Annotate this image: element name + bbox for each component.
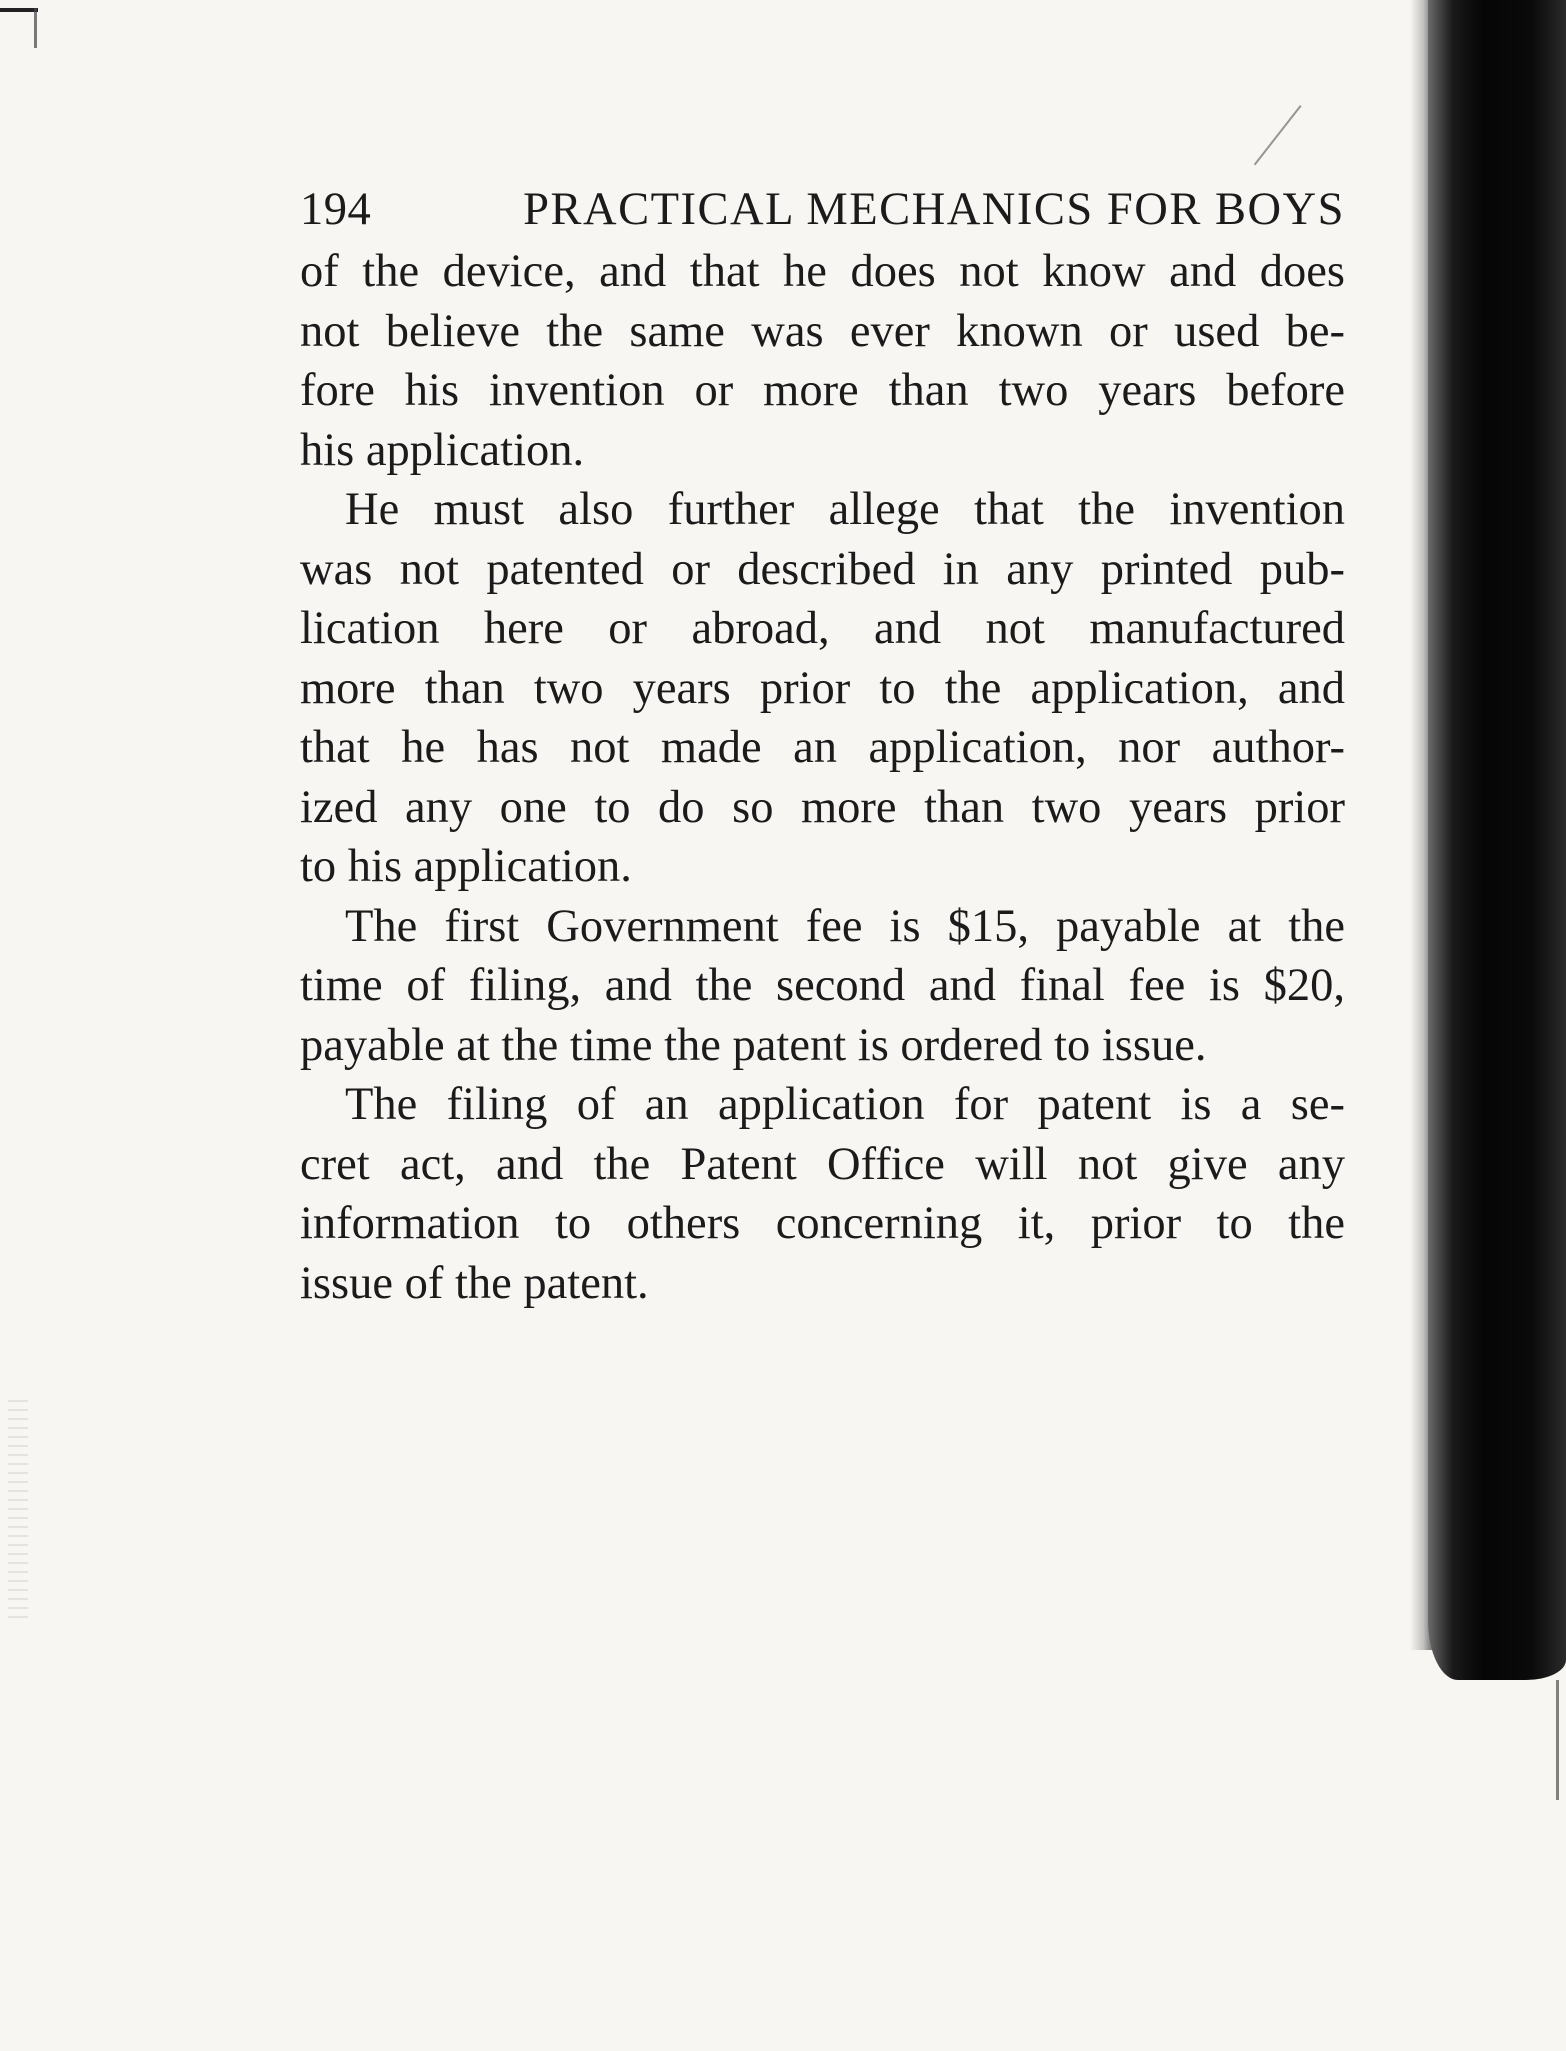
text-line: time of filing, and the second and final fee is $20, — [300, 960, 1345, 1011]
text-line: The filing of an application for patent is a se- — [345, 1079, 1345, 1130]
text-line: cret act, and the Patent Office will not give any — [300, 1138, 1345, 1190]
text-line: his application. — [300, 424, 585, 476]
scan-speckle — [8, 1400, 28, 1620]
text-line: more than two years prior to the application, and — [300, 662, 1345, 714]
text-line: He must also further allege that the invention — [345, 484, 1345, 535]
paragraph-allegation — [300, 480, 1345, 897]
text-line: information to others concerning it, prior to the — [300, 1198, 1345, 1249]
text-line: that he has not made an application, nor author- — [300, 722, 1345, 773]
text-line: lication here or abroad, and not manufactured — [300, 603, 1345, 654]
scan-corner-mark — [0, 8, 38, 12]
scan-stray-mark — [1254, 105, 1302, 165]
running-head — [300, 180, 1345, 242]
text-line: payable at the time the patent is ordered to issue. — [300, 1019, 1207, 1071]
paragraph-fees — [300, 897, 1345, 1076]
text-line: The first Government fee is $15, payable at the — [345, 900, 1345, 952]
page-number: 194 — [300, 184, 372, 235]
text-line: fore his invention or more than two years before — [300, 365, 1345, 416]
text-line: ized any one to do so more than two years prior — [300, 781, 1345, 833]
spine-tail-mark — [1556, 1680, 1559, 1800]
text-line: not believe the same was ever known or used be- — [300, 305, 1345, 357]
book-spine-shadow — [1428, 0, 1566, 1680]
paragraph-continuation — [300, 242, 1345, 480]
text-line: was not patented or described in any printed pub- — [300, 543, 1345, 595]
text-line: of the device, and that he does not know and does — [300, 246, 1345, 297]
scan-corner-mark-vertical — [34, 8, 37, 48]
text-block — [300, 180, 1345, 1313]
book-title: PRACTICAL MECHANICS FOR BOYS — [523, 184, 1345, 235]
paragraph-secrecy — [300, 1075, 1345, 1313]
text-line: to his application. — [300, 841, 632, 892]
text-line: issue of the patent. — [300, 1257, 649, 1309]
